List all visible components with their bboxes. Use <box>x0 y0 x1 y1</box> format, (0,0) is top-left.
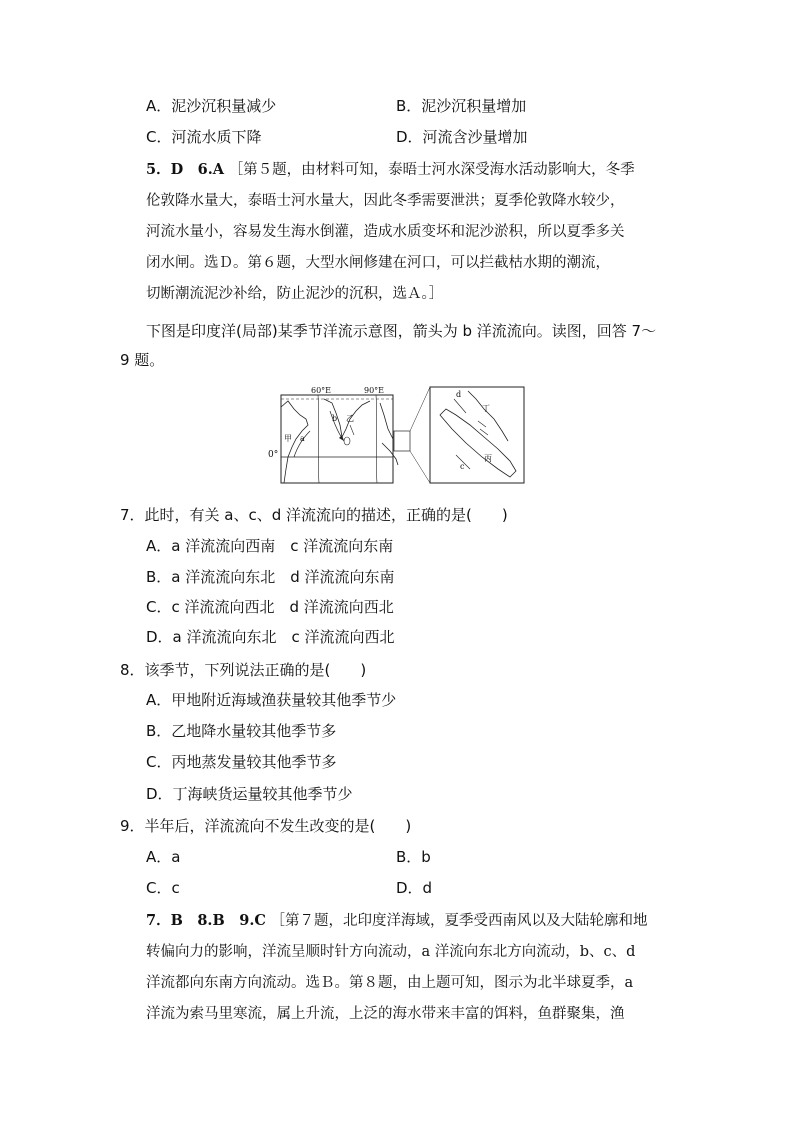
q7-option-d: D．a 洋流流向东北 c 洋流流向西北 <box>146 628 395 646</box>
label-current-d: d <box>456 390 462 399</box>
answer-7-9-line1 <box>146 911 648 931</box>
answer-7-9-line2: 转偏向力的影响，洋流呈顺时针方向流动，a 洋流向东北方向流动，b、c、d <box>146 944 636 960</box>
answer-5-6-line5: 切断潮流泥沙补给，防止泥沙的沉积，选Ａ。］ <box>146 286 444 302</box>
label-90e: 90°E <box>364 386 385 395</box>
intro-line1: 下图是印度洋(局部)某季节洋流示意图，箭头为 b 洋流流向。读图，回答 7～ <box>146 322 657 340</box>
q9-option-c: C．c <box>146 879 180 897</box>
q8-option-b: B．乙地降水量较其他季节多 <box>146 722 337 740</box>
label-current-a: a <box>300 434 305 443</box>
q8-option-a: A．甲地附近海域渔获量较其他季节少 <box>146 691 397 709</box>
answer-7-9-line4: 洋流为索马里寒流，属上升流，上泛的海水带来丰富的饵料，鱼群聚集，渔 <box>146 1006 625 1022</box>
answer-5-6-text1: ［第５题，由材料可知，泰晤士河水深受海水活动影响大，冬季 <box>228 162 635 178</box>
q4-option-d: D．河流含沙量增加 <box>396 128 528 146</box>
q4-option-c: C．河流水质下降 <box>146 128 262 146</box>
q8-option-c: C．丙地蒸发量较其他季节多 <box>146 753 337 771</box>
answer-5-6-line2: 伦敦降水量大，泰晤士河水量大，因此冬季需要泄洪；夏季伦敦降水较少， <box>146 193 625 209</box>
q4-option-b: B．泥沙沉积量增加 <box>396 97 527 115</box>
q8-option-d: D．丁海峡货运量较其他季节少 <box>146 785 353 803</box>
q7-option-c: C．c 洋流流向西北 d 洋流流向西北 <box>146 598 394 616</box>
answer-5-6-line1 <box>146 160 635 180</box>
answer-5-6-head: 5．D 6.A <box>146 161 225 178</box>
label-yi: 乙 <box>346 414 354 423</box>
label-60e: 60°E <box>311 386 332 395</box>
q9-stem: 9．半年后，洋流流向不发生改变的是( ) <box>120 817 412 835</box>
label-equator-outside: 0° <box>268 450 279 460</box>
answer-7-9-text1: ［第７题，北印度洋海域，夏季受西南风以及大陆轮廓和地 <box>270 913 648 929</box>
answer-5-6-line4: 闭水闸。选Ｄ。第６题，大型水闸修建在河口，可以拦截枯水期的潮流， <box>146 255 610 271</box>
label-bing: 丙 <box>484 454 492 463</box>
q4-option-a: A．泥沙沉积量减少 <box>146 97 277 115</box>
label-jia: 甲 <box>284 434 292 443</box>
q8-stem: 8．该季节，下列说法正确的是( ) <box>120 661 367 679</box>
indian-ocean-current-map <box>280 385 526 485</box>
answer-7-9-head: 7．B 8.B 9.C <box>146 912 266 929</box>
q7-stem: 7．此时，有关 a、c、d 洋流流向的描述，正确的是( ) <box>120 506 508 524</box>
intro-line2: 9 题。 <box>120 351 165 369</box>
q7-option-a: A．a 洋流流向西南 c 洋流流向东南 <box>146 537 394 555</box>
q7-option-b: B．a 洋流流向东北 d 洋流流向东南 <box>146 568 395 586</box>
q9-option-a: A．a <box>146 848 181 866</box>
q9-option-d: D．d <box>396 879 433 897</box>
label-current-c: c <box>460 462 465 471</box>
label-ding: 丁 <box>482 404 490 413</box>
answer-7-9-line3: 洋流都向东南方向流动。选Ｂ。第８题，由上题可知，图示为北半球夏季，a <box>146 975 634 991</box>
label-current-b: b <box>332 414 338 423</box>
answer-5-6-line3: 河流水量小，容易发生海水倒灌，造成水质变坏和泥沙淤积，所以夏季多关 <box>146 224 625 240</box>
q9-option-b: B．b <box>396 848 431 866</box>
